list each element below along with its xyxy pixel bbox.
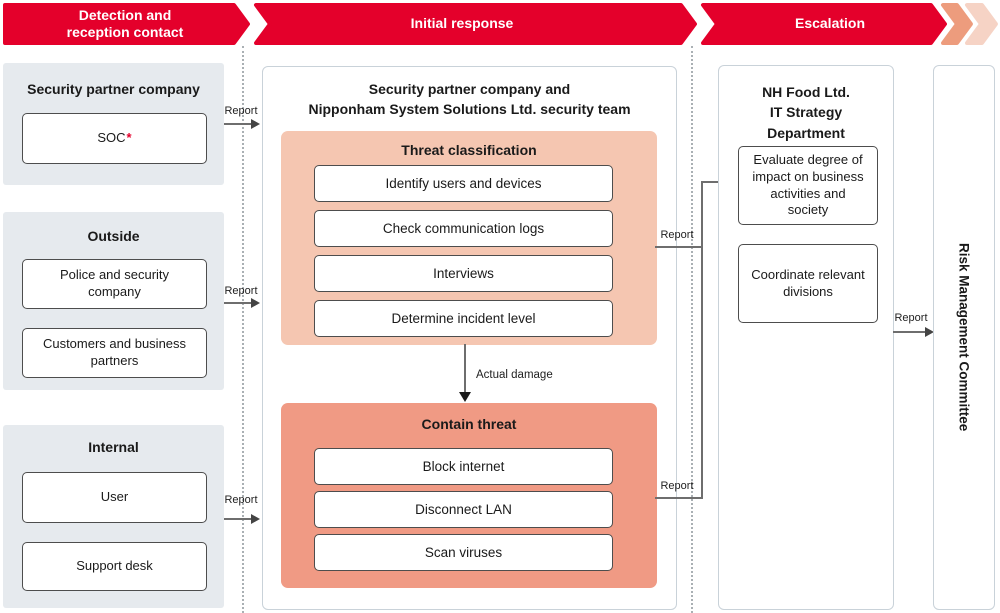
- step-interviews-label: Interviews: [433, 266, 494, 281]
- box-user: [22, 472, 207, 523]
- box-coordinate-divisions: [738, 244, 878, 323]
- phase-label-detection: Detection and reception contact: [66, 6, 184, 40]
- step-disconnect-lan-label: Disconnect LAN: [415, 502, 512, 517]
- actual-damage-label: Actual damage: [476, 369, 553, 381]
- box-soc: [22, 113, 207, 164]
- panel-security-partner: [3, 63, 224, 185]
- box-coordinate-divisions-label: Coordinate relevant divisions: [751, 266, 865, 299]
- box-support-desk: [22, 542, 207, 591]
- stage-threat-classification: [281, 131, 657, 345]
- panel-outside-title: Outside: [87, 228, 140, 244]
- actual-damage-line: [464, 344, 466, 393]
- step-determine-level: [314, 300, 613, 337]
- actual-damage-arrowhead: [459, 392, 471, 402]
- step-scan-viruses: [314, 534, 613, 571]
- report-arrowhead-soc: [251, 119, 260, 129]
- box-customers: [22, 328, 207, 378]
- panel-internal-title: Internal: [88, 439, 139, 455]
- step-block-internet: [314, 448, 613, 485]
- response-team-title-line2: Nipponham System Solutions Ltd. security team: [308, 101, 631, 118]
- response-team-title-line1: Security partner company and: [368, 81, 571, 97]
- chevron-fade-1: [943, 5, 971, 43]
- step-determine-level-label: Determine incident level: [391, 311, 536, 326]
- box-police: [22, 259, 207, 309]
- step-check-logs: [314, 210, 613, 247]
- report-line-classification: [655, 246, 703, 248]
- step-check-logs-label: Check communication logs: [382, 221, 545, 236]
- report-label-classification: Report: [660, 229, 694, 241]
- box-user-label: User: [100, 489, 129, 505]
- box-evaluate-impact-label: Evaluate degree of impact on business activities and society: [752, 151, 864, 218]
- risk-management-committee-box: [933, 65, 995, 610]
- report-arrowhead-outside: [251, 298, 260, 308]
- soc-footnote-mark: *: [126, 130, 132, 146]
- box-support-desk-label: Support desk: [76, 558, 153, 574]
- step-scan-viruses-label: Scan viruses: [424, 545, 503, 560]
- response-team-title: [263, 79, 676, 120]
- report-line-contain: [655, 497, 703, 499]
- report-label-committee: Report: [894, 312, 928, 324]
- phase-label-initial-response: Initial response: [410, 15, 514, 32]
- report-connector-vertical: [701, 181, 703, 499]
- report-label-soc: Report: [224, 105, 258, 117]
- it-strategy-title: NH Food Ltd. IT Strategy Department: [762, 84, 850, 141]
- report-line-committee: [893, 331, 926, 333]
- step-interviews: [314, 255, 613, 292]
- report-line-outside: [224, 302, 252, 304]
- response-team-box: [262, 66, 677, 610]
- report-arrowhead-internal: [251, 514, 260, 524]
- panel-security-partner-title: Security partner company: [27, 81, 200, 97]
- panel-internal: [3, 425, 224, 608]
- report-label-internal: Report: [224, 494, 258, 506]
- box-police-label: Police and security company: [59, 267, 170, 299]
- report-label-contain: Report: [660, 480, 694, 492]
- box-evaluate-impact: [738, 146, 878, 225]
- step-block-internet-label: Block internet: [422, 459, 505, 474]
- box-customers-label: Customers and business partners: [42, 336, 187, 368]
- step-identify-users-label: Identify users and devices: [385, 176, 542, 191]
- phase-banner: [0, 0, 1000, 48]
- report-label-outside: Report: [224, 285, 258, 297]
- box-soc-label: SOC: [97, 130, 126, 146]
- phase-label-escalation: Escalation: [794, 15, 866, 32]
- report-line-internal: [224, 518, 252, 520]
- stage-contain-threat: [281, 403, 657, 588]
- report-line-soc: [224, 123, 252, 125]
- panel-outside: [3, 212, 224, 390]
- step-disconnect-lan: [314, 491, 613, 528]
- risk-management-committee-label: Risk Management Committee: [956, 243, 972, 432]
- phase-divider-1: [242, 46, 244, 613]
- it-strategy-box: [718, 65, 894, 610]
- step-identify-users: [314, 165, 613, 202]
- stage-contain-threat-title: Contain threat: [421, 416, 517, 432]
- stage-threat-classification-title: Threat classification: [401, 142, 537, 158]
- phase-divider-2: [691, 46, 693, 613]
